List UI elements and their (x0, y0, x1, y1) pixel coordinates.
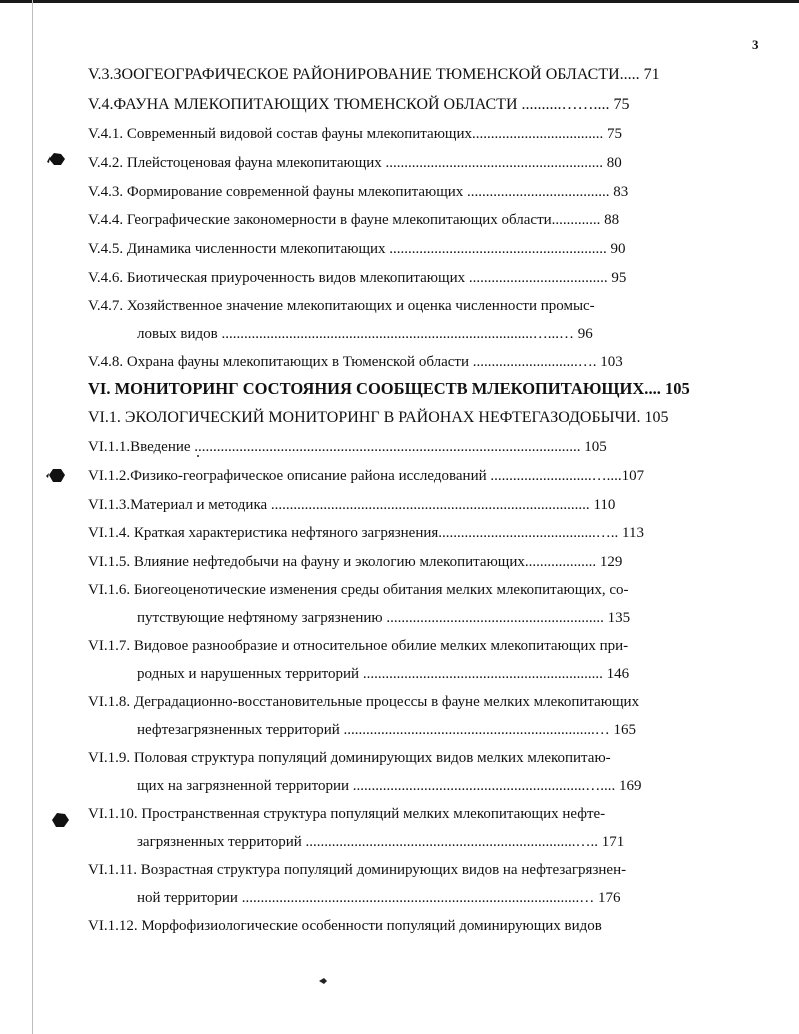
toc-entry: VI.1.6. Биогеоценотические изменения среды обитания мелких млекопитающих, со- (88, 582, 629, 598)
toc-entry: VI.1.12. Морфофизиологические особенности популяций доминирующих видов (88, 918, 602, 934)
toc-entry: V.3.ЗООГЕОГРАФИЧЕСКОЕ РАЙОНИРОВАНИЕ ТЮМЕНСКОЙ ОБЛАСТИ..... 71 (88, 66, 660, 83)
page-number: 3 (752, 37, 759, 52)
toc-entry-continuation: загрязненных территорий ........................................................................….. 171 (137, 834, 625, 850)
toc-entry: VI.1.4. Краткая характеристика нефтяного загрязнения..........................................….. 113 (88, 525, 644, 541)
toc-entry: VI.1.9. Половая структура популяций доминирующих видов мелких млекопитаю- (88, 750, 611, 766)
toc-entry-continuation: родных и нарушенных территорий ................................................................ 146 (137, 666, 630, 682)
toc-entry: V.4.2. Плейстоценовая фауна млекопитающих .......................................................... 80 (88, 155, 622, 171)
hole-punch-mark (46, 150, 66, 168)
hole-punch-mark (46, 466, 66, 484)
toc-entry: V.4.5. Динамика численности млекопитающих .......................................................... 90 (88, 241, 626, 257)
toc-entry: V.4.3. Формирование современной фауны млекопитающих ...................................... 83 (88, 184, 629, 200)
toc-entry: VI.1.5. Влияние нефтедобычи на фауну и экологию млекопитающих................... 129 (88, 554, 623, 570)
toc-entry-continuation: щих на загрязненной территории ..............................................................….... 169 (137, 778, 642, 794)
left-margin-line (32, 0, 33, 1034)
toc-entry: VI.1.2.Физико-географическое описание района исследований ...........................…....107 (88, 468, 645, 484)
toc-entry: V.4.4. Географические закономерности в фауне млекопитающих области............. 88 (88, 212, 620, 228)
toc-entry: V.4.8. Охрана фауны млекопитающих в Тюменской области ............................…. 103 (88, 354, 623, 370)
top-border-line (0, 0, 799, 3)
hole-punch-mark (50, 811, 70, 829)
toc-section-heading: VI.1. ЭКОЛОГИЧЕСКИЙ МОНИТОРИНГ В РАЙОНАХ НЕФТЕГАЗОДОБЫЧИ. 105 (88, 409, 669, 426)
toc-entry: V.4.1. Современный видовой состав фауны млекопитающих................................... 75 (88, 126, 622, 142)
toc-entry: VI.1.10. Пространственная структура популяций мелких млекопитающих нефте- (88, 806, 606, 822)
toc-entry: V.4.7. Хозяйственное значение млекопитающих и оценка численности промыс- (88, 298, 595, 314)
toc-entry-continuation: нефтезагрязненных территорий ...................................................................… 165 (137, 722, 637, 738)
toc-entry: VI.1.1.Введение ....................................................................................................... 105 (88, 439, 607, 455)
toc-entry: V.4.ФАУНА МЛЕКОПИТАЮЩИХ ТЮМЕНСКОЙ ОБЛАСТИ ..........…….... 75 (88, 96, 630, 113)
toc-entry-continuation: ной территории ..........................................................................................… 176 (137, 890, 621, 906)
toc-entry-continuation: путствующие нефтяному загрязнению .......................................................... 135 (137, 610, 631, 626)
toc-entry-continuation: ловых видов ...................................................................................…...… 96 (137, 326, 593, 342)
toc-entry: VI.1.3.Материал и методика ..................................................................................... 110 (88, 497, 616, 513)
toc-entry: VI.1.11. Возрастная структура популяций доминирующих видов на нефтезагрязнен- (88, 862, 627, 878)
toc-entry: V.4.6. Биотическая приуроченность видов млекопитающих ..................................... 95 (88, 270, 627, 286)
toc-entry: VI.1.7. Видовое разнообразие и относительное обилие мелких млекопитающих при- (88, 638, 629, 654)
toc-chapter-heading: VI. МОНИТОРИНГ СОСТОЯНИЯ СООБЩЕСТВ МЛЕКОПИТАЮЩИХ.... 105 (88, 379, 690, 398)
speck-mark (318, 977, 328, 985)
toc-entry: VI.1.8. Деградационно-восстановительные процессы в фауне мелких млекопитающих (88, 694, 640, 710)
